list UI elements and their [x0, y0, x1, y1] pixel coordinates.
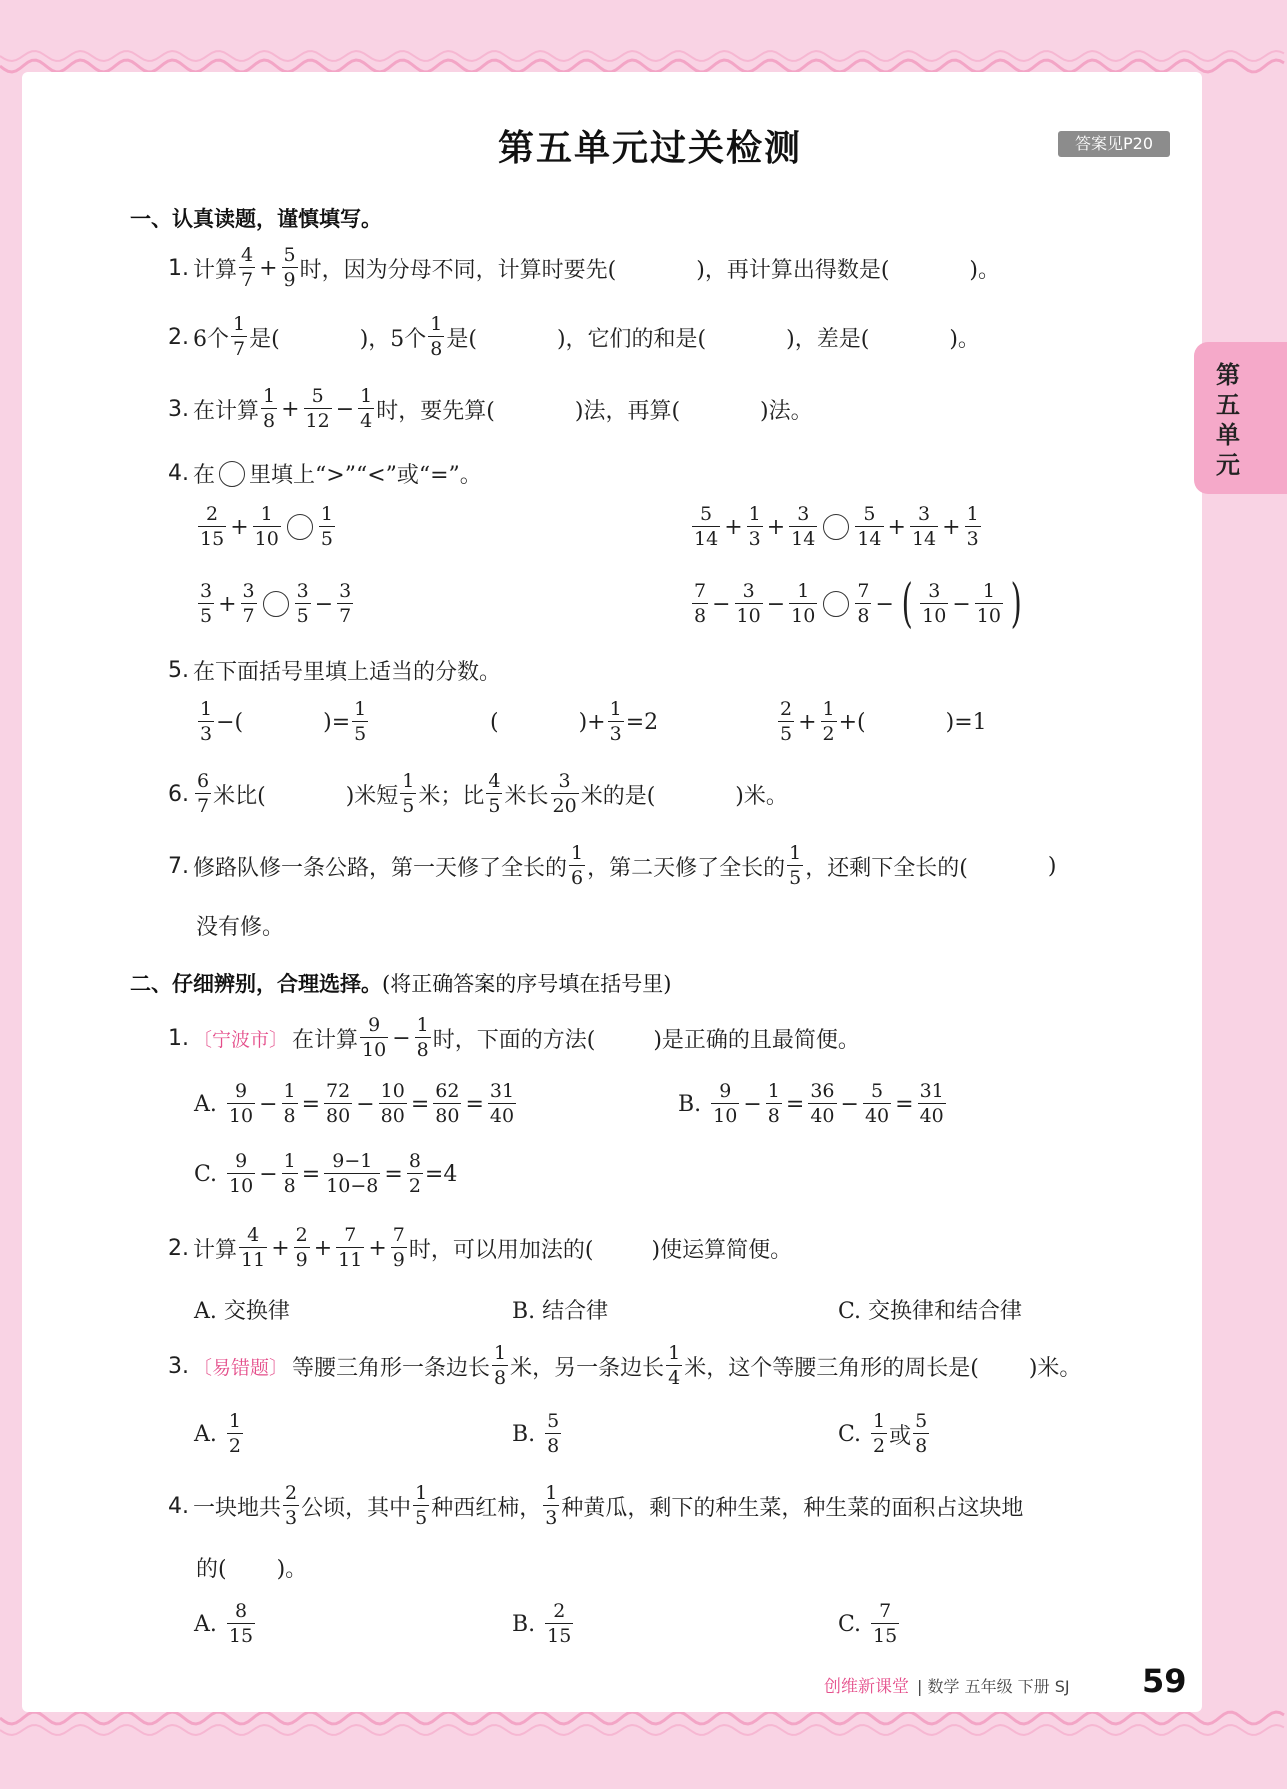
- footer-series: [824, 1672, 1070, 1697]
- fill-5c: 2 5 + $\frac{1}{2}$ +( )=1: [780, 698, 987, 745]
- fill-5a: 1 3 −( )= $\frac{1}{5}$: [200, 698, 367, 745]
- compare-circle[interactable]: [823, 514, 849, 540]
- question-2-4: 4. 一块地共 2 3 公顷，其中 1 5 种西红柿， 1 3 种黄瓜，剩下的种生菜，种生菜的面积占这块地: [168, 1482, 1024, 1529]
- question-1-5: 5. 在下面括号里填上适当的分数。: [168, 658, 502, 685]
- source-tag: 〔宁波市〕: [193, 1028, 289, 1051]
- answer-reference-badge: 答案见P20: [1058, 131, 1170, 157]
- question-1-1: 1. 计算 4 7 + $\frac{5}{9}$ 时，因为分母不同，计算时要先( )，再计算出得数是( )。: [168, 244, 1000, 291]
- text: 计算: [193, 257, 238, 283]
- option-2-3-b[interactable]: B. 5 8: [512, 1410, 560, 1457]
- question-2-1: 1. 〔宁波市〕 在计算 9 10 − $\frac{1}{8}$ 时，下面的方法( )是正确的且最简便。: [168, 1014, 860, 1061]
- question-1-7-line2: 没有修。: [196, 915, 285, 940]
- fraction: 4 7: [241, 244, 254, 291]
- page-number: 59: [1142, 1662, 1187, 1700]
- question-1-6: 6. 6 7 米比( )米短 1 5 米；比 4 5 米长 3 20 米的是( )米。: [168, 770, 788, 817]
- option-2-4-b[interactable]: B. 2 15: [512, 1600, 572, 1647]
- question-2-4-line2: 的( )。: [196, 1557, 308, 1582]
- compare-1b: 5 14 + $\frac{1}{3}$ + $\frac{3}{14}$ 5 14 + $\frac{3}{14}$ + $\frac{1}{3}$: [694, 503, 979, 550]
- question-1-2: 2. 6个 1 7 是( )，5个 1 8 是( )，它们的和是( )，差是( )。: [168, 313, 980, 360]
- unit-side-tab-label: 第五单元: [1216, 361, 1240, 479]
- question-1-7: 7. 修路队修一条公路，第一天修了全长的 1 6 ，第二天修了全长的 1 5 ，还剩下全长的( ): [168, 842, 1057, 889]
- question-1-3: 3. 在计算 1 8 + $\frac{5}{12}$ − $\frac{1}{4}$ 时，要先算( )法，再算( )法。: [168, 385, 813, 432]
- question-2-3: 3. 〔易错题〕 等腰三角形一条边长 1 8 米，另一条边长 1 4 米，这个等腰三角形的周长是( )米。: [168, 1342, 1082, 1389]
- fraction: 1 7: [233, 313, 246, 360]
- error-prone-tag: 〔易错题〕: [193, 1356, 289, 1379]
- compare-circle[interactable]: [287, 514, 313, 540]
- option-2-1-c[interactable]: C. 9 10 − $\frac{1}{8}$ = $\frac{9-1}{10-8}$ = $\frac{8}{2}$ =4: [194, 1150, 458, 1197]
- fill-5b: ( )+ $\frac{1}{3}$ =2: [490, 698, 659, 745]
- compare-2a: 3 5 + $\frac{3}{7}$ 3 5 − $\frac{3}{7}$: [200, 580, 352, 627]
- compare-2b: 7 8 − $\frac{3}{10}$ − $\frac{1}{10}$ 7 8 − ( 3 10 − $\frac{1}{10}$ ): [694, 574, 1022, 634]
- option-2-3-a[interactable]: A. 1 2: [194, 1410, 241, 1457]
- compare-circle[interactable]: [823, 591, 849, 617]
- section-1-heading: 一、认真读题，谨慎填写。: [130, 207, 382, 231]
- option-2-2-c[interactable]: C. 交换律和结合律: [838, 1299, 1023, 1324]
- option-2-3-c[interactable]: C. 1 2 或 5 8: [838, 1410, 928, 1457]
- question-1-4: 4. 在 里填上“>”“<”或“=”。: [168, 461, 482, 488]
- option-2-2-a[interactable]: A. 交换律: [194, 1299, 290, 1324]
- fraction: $\frac{5}{9}$: [283, 244, 296, 291]
- question-2-2: 2. 计算 4 11 + $\frac{2}{9}$ + $\frac{7}{11}$ + $\frac{7}{9}$ 时，可以用加法的( )使运算简便。: [168, 1224, 793, 1271]
- question-number: 1.: [168, 255, 189, 281]
- option-2-2-b[interactable]: B. 结合律: [512, 1299, 609, 1324]
- footer-brand: 创维新课堂: [824, 1677, 909, 1697]
- section-2-heading: [130, 968, 671, 998]
- page-title: 第五单元过关检测: [497, 128, 802, 169]
- section-2-note: (将正确答案的序号填在括号里): [382, 972, 672, 996]
- footer-meta: | 数学 五年级 下册 SJ: [917, 1677, 1070, 1696]
- option-2-1-a[interactable]: A. 9 10 − $\frac{1}{8}$ = $\frac{72}{80}$ − $\frac{10}{80}$ = $\frac{62}{80}$ = $\frac{31}{40}$: [194, 1080, 515, 1127]
- compare-circle[interactable]: [263, 591, 289, 617]
- fraction: 1 8: [430, 313, 443, 360]
- option-2-4-a[interactable]: A. 8 15: [194, 1600, 254, 1647]
- option-2-1-b[interactable]: B. 9 10 − $\frac{1}{8}$ = $\frac{36}{40}$ − $\frac{5}{40}$ = $\frac{31}{40}$: [678, 1080, 944, 1127]
- section-2-title: 二、仔细辨别，合理选择。: [130, 972, 382, 996]
- right-paren-large: ): [1010, 574, 1022, 634]
- circle-icon: [219, 461, 245, 487]
- compare-1a: 2 15 + $\frac{1}{10}$ 1 5: [200, 503, 333, 550]
- option-2-4-c[interactable]: C. 7 15: [838, 1600, 898, 1647]
- left-paren-large: (: [901, 574, 913, 634]
